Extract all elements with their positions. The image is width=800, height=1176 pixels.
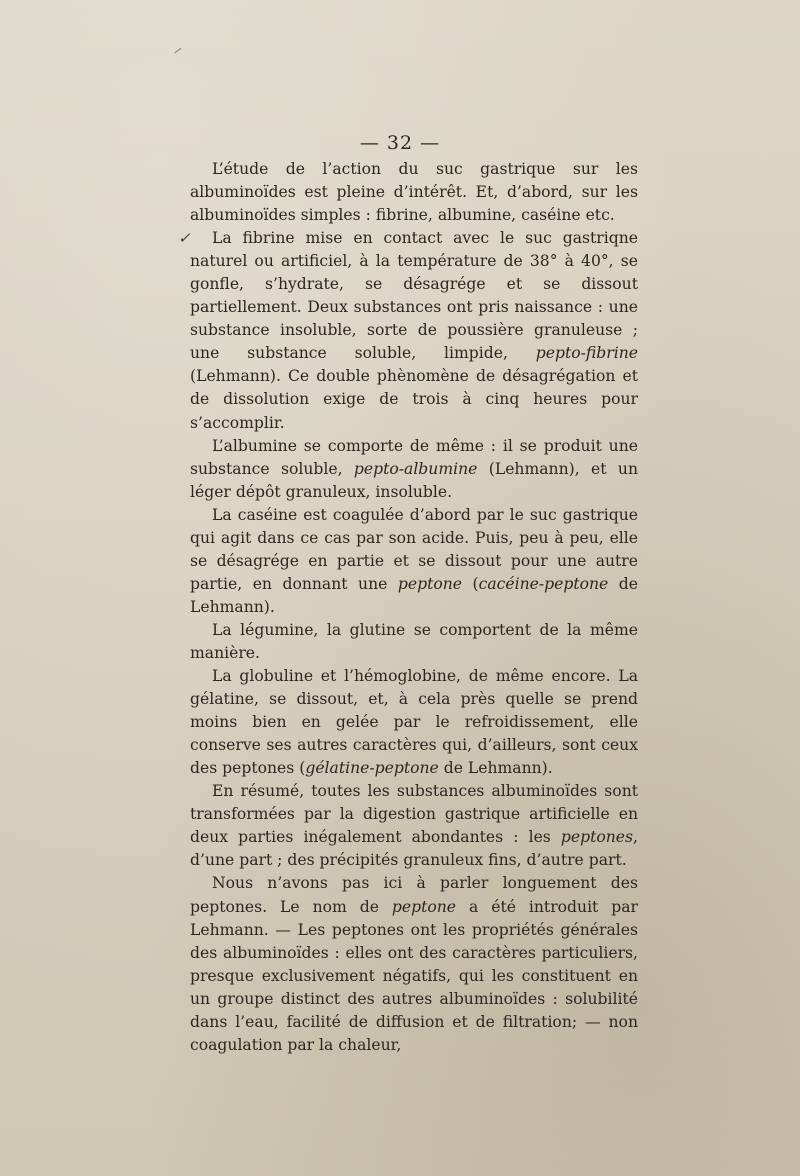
text-run: ( [462, 574, 479, 593]
paragraph [190, 619, 638, 665]
text-run: La globuline et l’hémoglobine, de même encore. La gélatine, se dissout, et, à cela près quelle se prend moins bien en gelée par le refroidissement, elle conserve ses autres caractères qui, d’ailleurs, sont ceux des peptones ( [190, 667, 638, 778]
italic-term: cacéine-peptone [478, 574, 609, 593]
italic-term: peptones [560, 828, 634, 847]
paragraph [190, 158, 638, 227]
pencil-mark [174, 48, 181, 53]
text-run: de Lehmann). [190, 574, 638, 616]
text-run: La légumine, la glutine se comportent de la même manière. [190, 620, 638, 662]
paragraph [190, 504, 638, 619]
body-text [190, 158, 638, 1057]
text-run: La fibrine mise en contact avec le suc gastriqne naturel ou artificiel, à la température de 38° à 40°, se gonfle, s’hydrate, se désagrége et se dissout partiellement. Deux substances ont pris naissance : une substance insoluble, sorte de poussière granuleuse ; une substance soluble, limpide, [190, 229, 638, 363]
text-run: (Lehmann). Ce double phènomène de désagrégation et de dissolution exige de trois à cinq heures pour s’accomplir. [190, 367, 638, 432]
paragraph [190, 780, 638, 872]
text-run: En résumé, toutes les substances albuminoïdes sont transformées par la digestion gastrique artificielle en deux parties inégalement abondantes : les [190, 782, 638, 847]
text-run: de Lehmann). [438, 759, 553, 778]
italic-term: pepto-fibrine [535, 344, 638, 363]
text-run: a été introduit par Lehmann. — Les peptones ont les propriétés générales des albuminoïdes : elles ont des caractères particuliers, presque exclusivement négatifs, qui les constituent en un groupe distinct des autres albuminoïdes : solubilité dans l’eau, facilité de diffusion et de filtration; — non coagulation par la chaleur, [190, 897, 639, 1054]
paragraph [190, 665, 638, 780]
text-run: L’étude de l’action du suc gastrique sur les albuminoïdes est pleine d’intérêt. Et, d’abord, sur les albuminoïdes simples : fibrine, albumine, caséine etc. [190, 160, 638, 225]
text-run: (Lehmann), et un léger dépôt granuleux, insoluble. [190, 459, 638, 501]
italic-term: pepto-albumine [353, 459, 478, 478]
text-run: L’albumine se comporte de même : il se produit une substance soluble, [190, 436, 638, 478]
paragraph [190, 872, 638, 1056]
paragraph [190, 227, 638, 434]
text-run: Nous n’avons pas ici à parler longuement des peptones. Le nom de [190, 874, 638, 916]
page-number: — 32 — [359, 132, 441, 154]
paragraph [190, 435, 638, 504]
italic-term: peptone [397, 574, 463, 593]
text-run: , d’une part ; des précipités granuleux fins, d’autre part. [190, 828, 638, 870]
italic-term: gélatine-peptone [305, 759, 439, 778]
text-run: La caséine est coagulée d’abord par le suc gastrique qui agit dans ce cas par son acide. Puis, peu à peu, elle se désagrége en partie et se dissout pour une autre partie, en donnant une [190, 505, 638, 593]
margin-check-mark: ✓ [178, 229, 191, 247]
italic-term: peptone [391, 897, 457, 916]
